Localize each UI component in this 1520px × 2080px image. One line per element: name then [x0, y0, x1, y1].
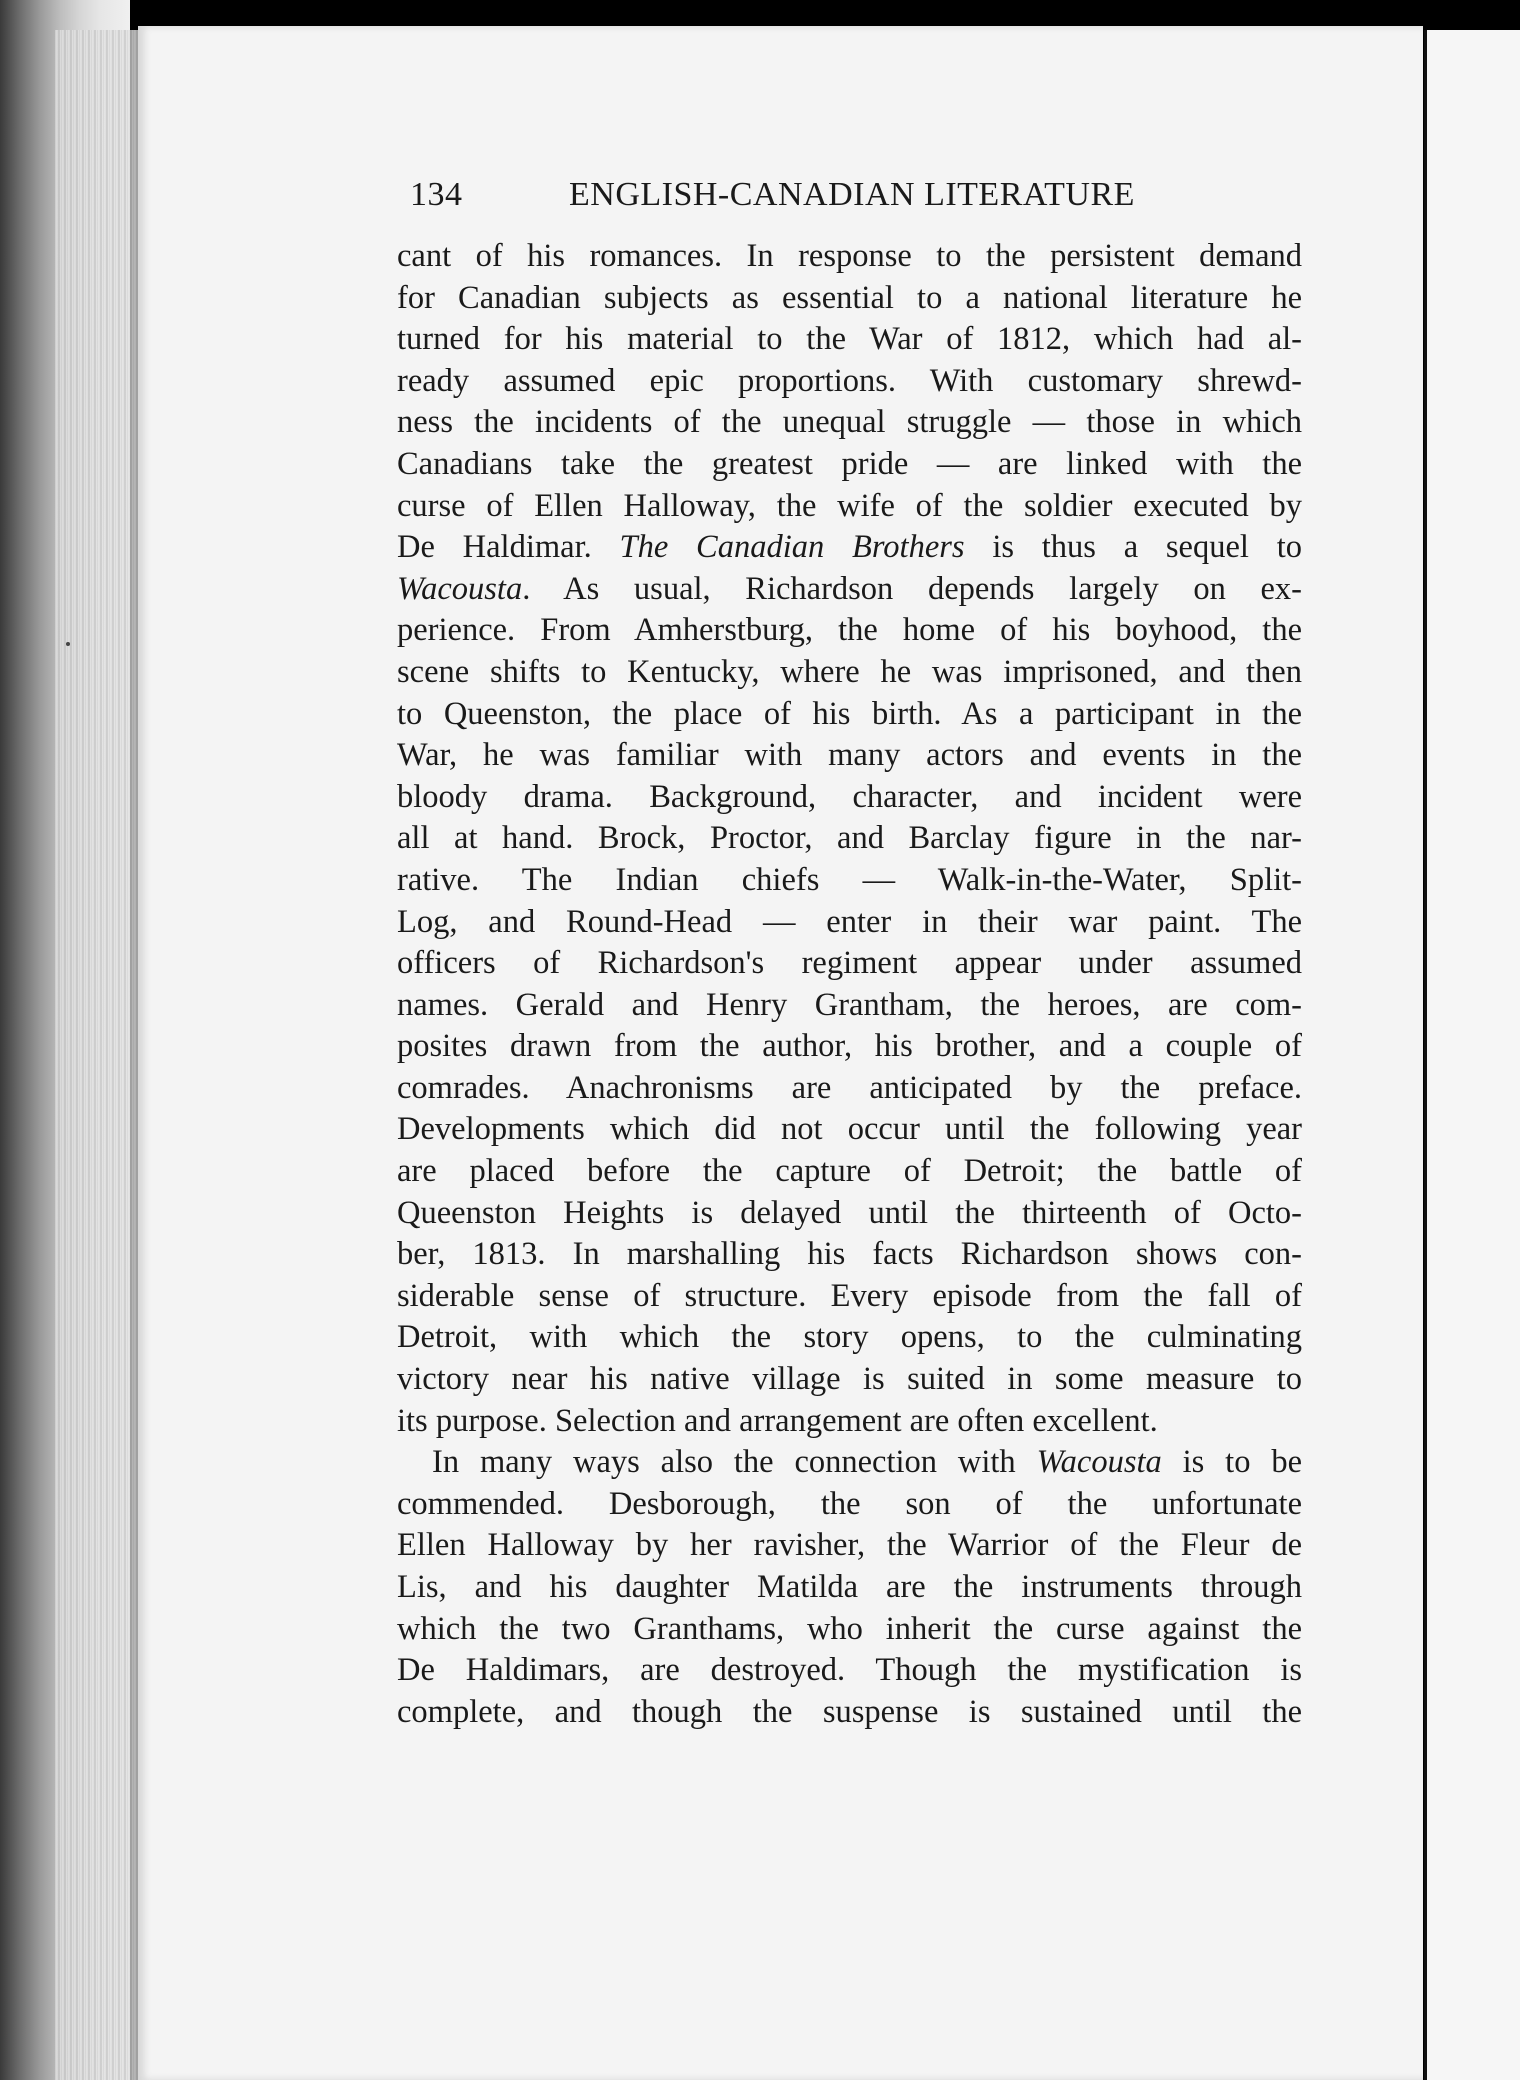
text-line: to Queenston, the place of his birth. As a participant in the — [397, 695, 1302, 732]
text-line: commended. Desborough, the son of the unfortunate — [397, 1485, 1302, 1522]
text-line: ber, 1813. In marshalling his facts Richardson shows con- — [397, 1236, 1302, 1273]
scan-top-border — [0, 0, 1520, 28]
text-line: ready assumed epic proportions. With customary shrewd- — [397, 362, 1302, 399]
text-line: bloody drama. Background, character, and incident were — [397, 778, 1302, 815]
page-number: 134 — [410, 176, 463, 213]
text-line: cant of his romances. In response to the persistent demand — [397, 238, 1302, 274]
text-line: War, he was familiar with many actors and events in the — [397, 737, 1302, 774]
text-line: Wacousta. As usual, Richardson depends largely on ex- — [397, 570, 1302, 607]
page-edges — [55, 30, 140, 2080]
text-line: are placed before the capture of Detroit; the battle of — [397, 1153, 1302, 1190]
text-line: Ellen Halloway by her ravisher, the Warrior of the Fleur de — [397, 1527, 1302, 1564]
text-line: Log, and Round-Head — enter in their war paint. The — [397, 903, 1302, 940]
text-line: complete, and though the suspense is sustained until the — [397, 1693, 1302, 1730]
text-line: all at hand. Brock, Proctor, and Barclay figure in the nar- — [397, 820, 1302, 857]
text-line: perience. From Amherstburg, the home of his boyhood, the — [397, 612, 1302, 649]
text-line: Lis, and his daughter Matilda are the instruments through — [397, 1569, 1302, 1605]
text-line: rative. The Indian chiefs — Walk-in-the-Water, Split- — [397, 861, 1302, 898]
running-head: ENGLISH-CANADIAN LITERATURE — [569, 176, 1135, 213]
text-line: In many ways also the connection with Wacousta is to be — [432, 1444, 1302, 1481]
right-margin-strip — [1427, 30, 1520, 2080]
text-line: Queenston Heights is delayed until the thirteenth of Octo- — [397, 1194, 1302, 1231]
stray-mark — [66, 642, 70, 646]
body-text — [397, 236, 1302, 1733]
text-line: comrades. Anachronisms are anticipated by the preface. — [397, 1069, 1302, 1106]
text-line: De Haldimar. The Canadian Brothers is thus a sequel to — [397, 529, 1302, 566]
text-line: posites drawn from the author, his brother, and a couple of — [397, 1028, 1302, 1065]
text-line: scene shifts to Kentucky, where he was imprisoned, and then — [397, 653, 1302, 690]
text-line: which the two Granthams, who inherit the curse against the — [397, 1610, 1302, 1647]
paragraph-1 — [397, 236, 1302, 1442]
text-line: siderable sense of structure. Every episode from the fall of — [397, 1277, 1302, 1314]
text-line: turned for his material to the War of 1812, which had al- — [397, 321, 1302, 358]
text-line: Canadians take the greatest pride — are linked with the — [397, 445, 1302, 482]
text-line: Detroit, with which the story opens, to the culminating — [397, 1319, 1302, 1356]
text-line: Developments which did not occur until the following year — [397, 1111, 1302, 1148]
text-line: ness the incidents of the unequal struggle — those in which — [397, 404, 1302, 441]
text-line: officers of Richardson's regiment appear under assumed — [397, 945, 1302, 982]
text-line: names. Gerald and Henry Grantham, the heroes, are com- — [397, 986, 1302, 1023]
text-line: its purpose. Selection and arrangement are often excellent. — [397, 1402, 1158, 1439]
text-line: De Haldimars, are destroyed. Though the mystification is — [397, 1652, 1302, 1689]
text-line: curse of Ellen Halloway, the wife of the soldier executed by — [397, 487, 1302, 524]
text-line: for Canadian subjects as essential to a national literature he — [397, 279, 1302, 316]
page-header — [410, 176, 1290, 226]
text-line: victory near his native village is suited in some measure to — [397, 1361, 1302, 1398]
paragraph-2 — [397, 1442, 1302, 1733]
